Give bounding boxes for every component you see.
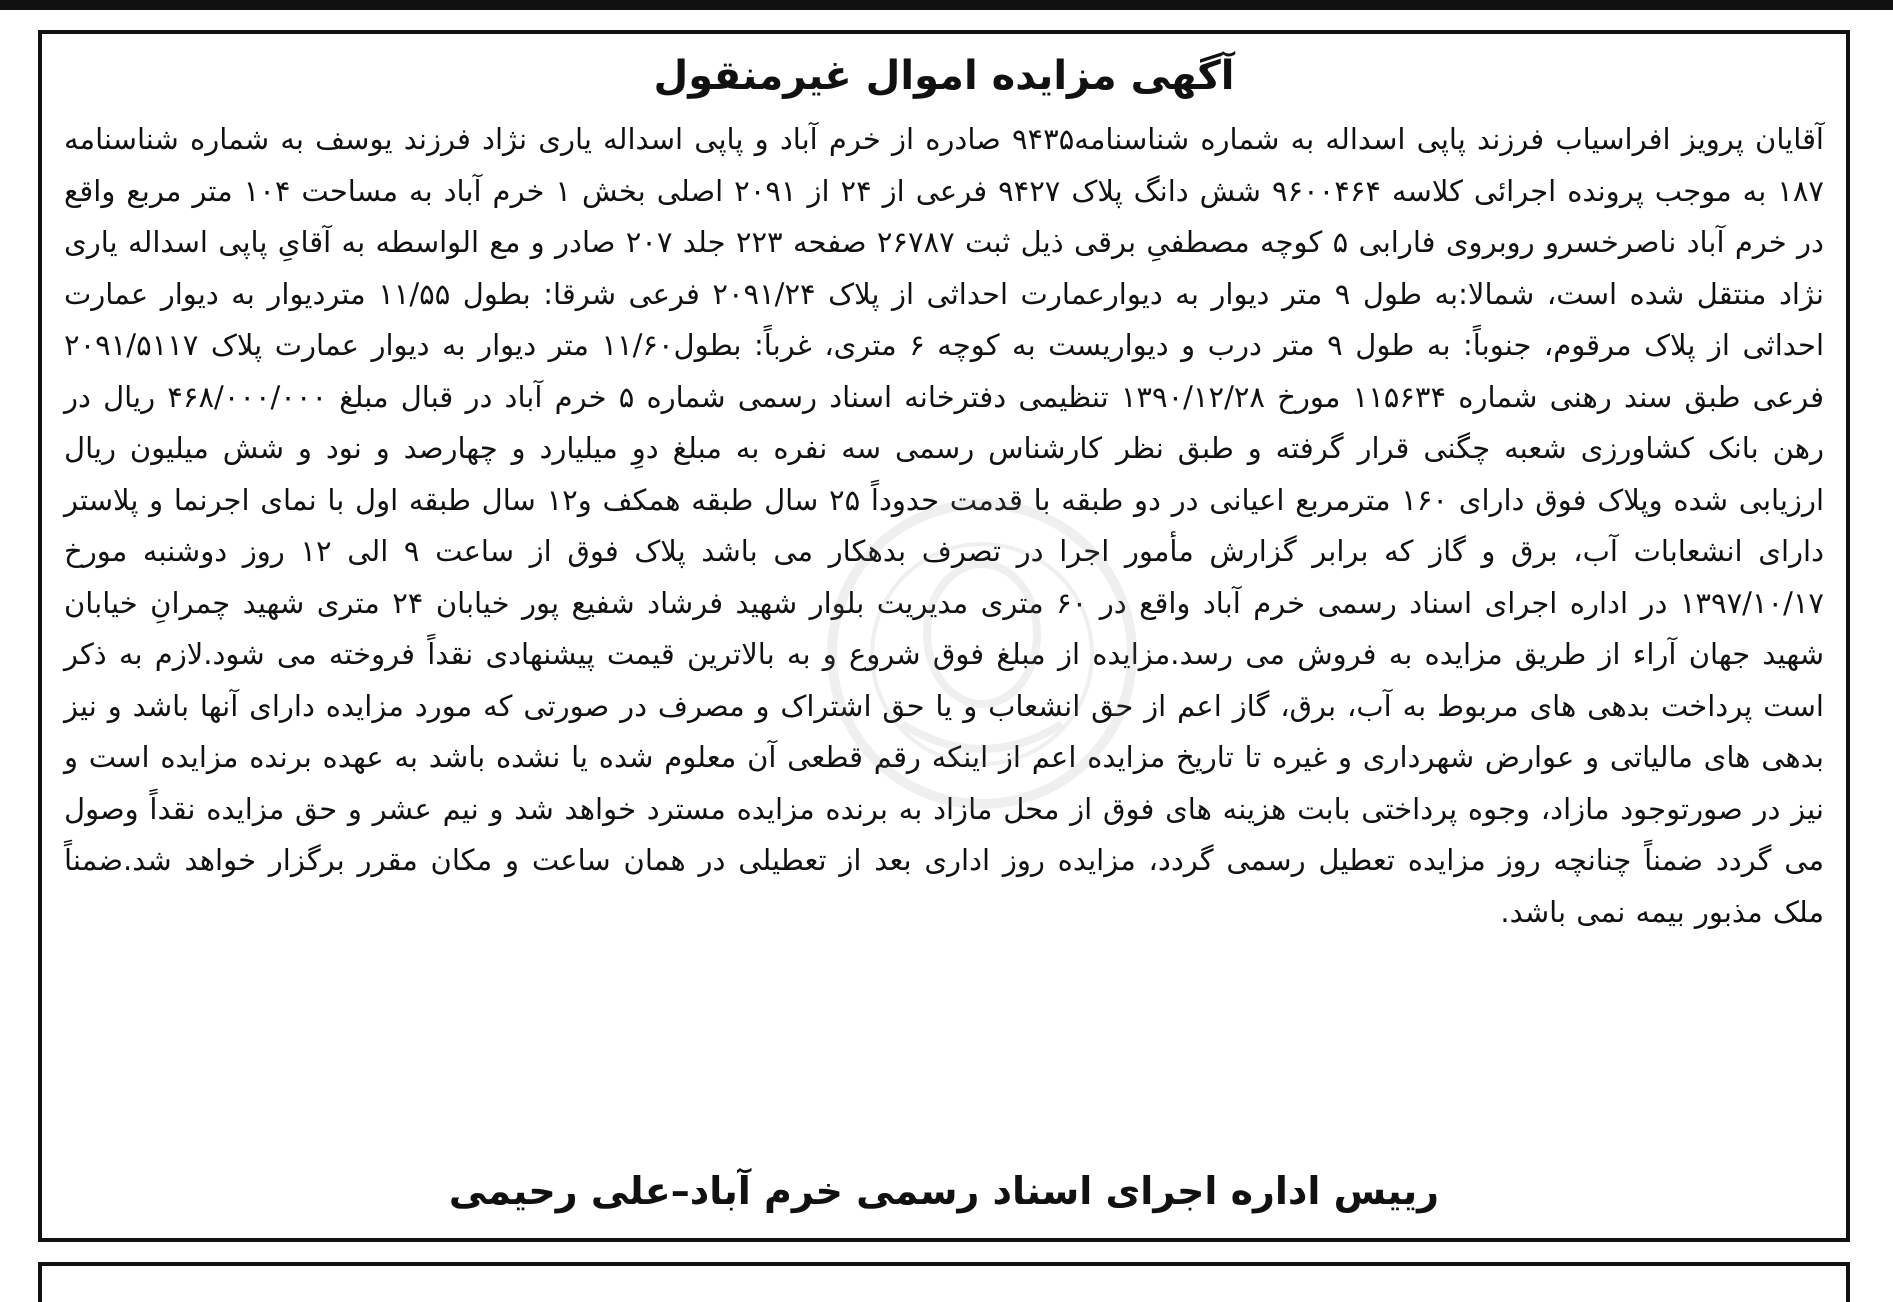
next-notice-frame-edge (38, 1262, 1850, 1302)
top-border-rule (0, 0, 1893, 10)
notice-title: آگهی مزایده اموال غیرمنقول (653, 53, 1235, 99)
notice-body: آقایان پرویز افراسیاب فرزند پاپی اسداله به شماره شناسنامه۹۴۳۵ صادره از خرم آباد و پاپی اسداله یاری نژاد فرزند یوسف به شماره شناسنامه ۱۸۷ به موجب پرونده اجرائی کلاسه ۹۶۰۰۴۶۴ شش دانگ پلاک ۹۴۲۷ فرعی از ۲۴ از ۲۰۹۱ اصلی بخش ۱ خرم آباد به مساحت ۱۰۴ متر مربع واقع در خرم آباد ناصرخسرو روبروی فارابی ۵ کوچه مصطفیِ برقی ذیل ثبت ۲۶۷۸۷ صفحه ۲۲۳ جلد ۲۰۷ صادر و مع الواسطه به آقایِ پاپی اسداله یاری نژاد منتقل شده است، شمالا:به طول ۹ متر دیوار به دیوارعمارت احداثی از پلاک ۲۰۹۱/۲۴ فرعی شرقا: بطول ۱۱/۵۵ متردیوار به دیوار عمارت احداثی از پلاک مرقوم، جنوباً: به طول ۹ متر درب و دیواریست به کوچه ۶ متری، غرباً: بطول۱۱/۶۰ متر دیوار به دیوار عمارت پلاک ۲۰۹۱/۵۱۱۷ فرعی طبق سند رهنی شماره ۱۱۵۶۳۴ مورخ ۱۳۹۰/۱۲/۲۸ تنظیمی دفترخانه اسناد رسمی شماره ۵ خرم آباد در قبال مبلغ ۴۶۸/۰۰۰/۰۰۰ ریال در رهن بانک کشاورزی شعبه چگنی قرار گرفته و طبق نظر کارشناس رسمی سه نفره به مبلغ دوِ میلیارد و چهارصد و نود و شش میلیون ریال ارزیابی شده وپلاک فوق دارای ۱۶۰ مترمربع اعیانی در دو طبقه با قدمت حدوداً ۲۵ سال طبقه همکف و۱۲ سال طبقه اول با نمای اجرنما و پلاستر دارای انشعابات آب، برق و گاز که برابر گزارش مأمور اجرا در تصرف بدهکار می باشد پلاک فوق از ساعت ۹ الی ۱۲ روز دوشنبه مورخ ۱۳۹۷/۱۰/۱۷ در اداره اجرای اسناد رسمی خرم آباد واقع در ۶۰ متری مدیریت بلوار شهید فرشاد شفیع پور خیابان ۲۴ متری شهید چمرانِ خیابان شهید جهان آراء از طریق مزایده به فروش می رسد.مزایده از مبلغ فوق شروع و به بالاترین قیمت پیشنهادی نقداً فروخته می شود.لازم به ذکر است پرداخت بدهی های مربوط به آب، برق، گاز اعم از حق انشعاب و یا حق اشتراک و مصرف در صورتی که مورد مزایده دارای آنها باشد و نیز بدهی های مالیاتی و عوارض شهرداری و غیره تا تاریخ مزایده اعم از اینکه رقم قطعی آن معلوم شده یا نشده باشد به عهده برنده مزایده است و نیز در صورتوجود مازاد، وجوه پرداختی بابت هزینه های فوق از محل مازاد به برنده مزایده مسترد خواهد شد و نیم عشر و حق مزایده نقداً وصول می گردد ضمناً چنانچه روز مزایده تعطیل رسمی گردد، مزایده روز اداری بعد از تعطیلی در همان ساعت و مکان مقرر برگزار خواهد شد.ضمناً ملک مذبور بیمه نمی باشد. (64, 122, 1825, 929)
notice-signature: رییس اداره اجرای اسناد رسمی خرم آباد–علی رحیمی (448, 1169, 1440, 1213)
auction-notice-frame (38, 30, 1850, 1242)
